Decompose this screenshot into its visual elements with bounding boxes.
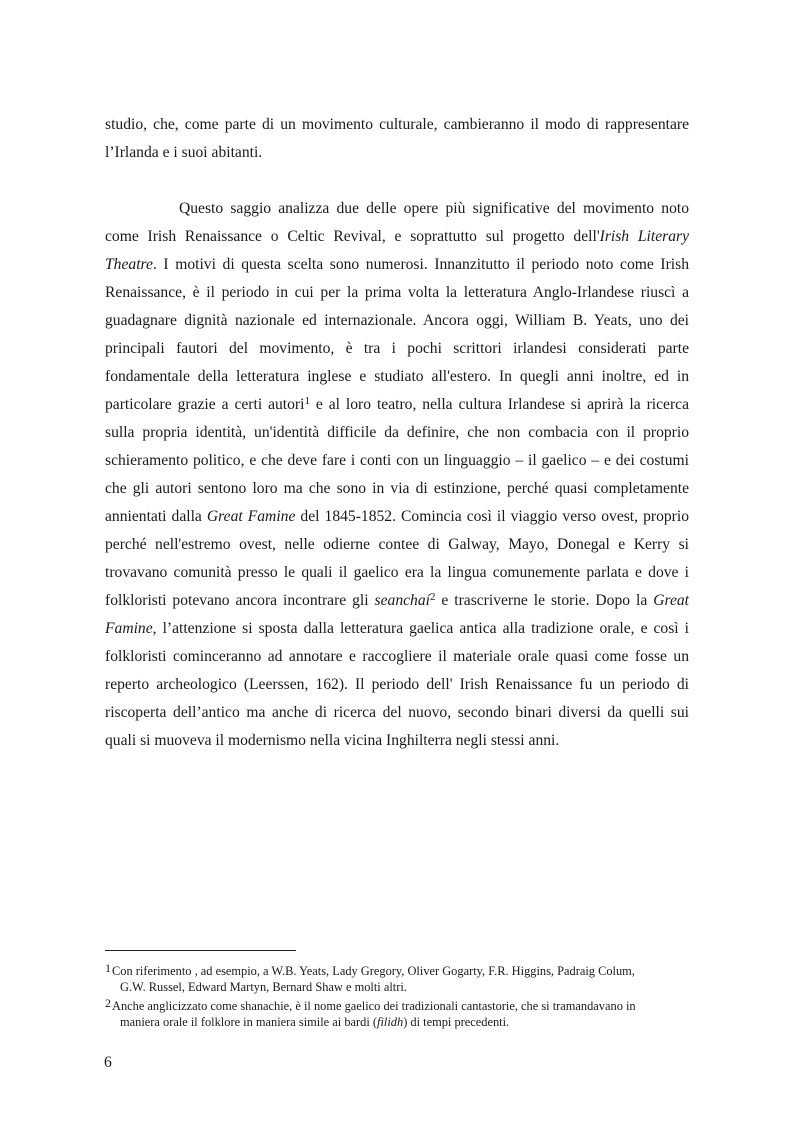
footnote-reference[interactable]: 1 bbox=[304, 395, 310, 407]
body-line: guadagnare dignità nazionale ed internazionale. Ancora oggi, William B. Yeats, uno dei bbox=[105, 312, 689, 329]
body-line: l’Irlanda e i suoi abitanti. bbox=[105, 144, 263, 161]
body-line bbox=[105, 227, 689, 247]
page-number: 6 bbox=[104, 1054, 112, 1071]
italic-term: Famine bbox=[105, 620, 153, 637]
body-line bbox=[105, 395, 689, 415]
italic-title: Irish Literary bbox=[599, 228, 689, 245]
text-span: e al loro teatro, nella cultura Irlandese si aprirà la ricerca bbox=[309, 396, 689, 413]
body-line bbox=[105, 255, 689, 275]
body-line: fondamentale della letteratura inglese e studiato all'estero. In quegli anni inoltre, ed in bbox=[105, 368, 689, 385]
footnote-mark: 2 bbox=[105, 996, 111, 1010]
body-line bbox=[105, 591, 689, 611]
body-line: folkloristi cominceranno ad annotare e raccogliere il materiale orale quasi come fosse un bbox=[105, 648, 689, 665]
body-line: quali si muoveva il modernismo nella vicina Inghilterra negli stessi anni. bbox=[105, 732, 560, 749]
text-span: , l’attenzione si sposta dalla letteratura gaelica antica alla tradizione orale, e così i bbox=[152, 620, 689, 637]
footnote-text: Anche anglicizzato come shanachie, è il nome gaelico dei tradizionali cantastorie, che si tramandavano in bbox=[112, 999, 636, 1013]
footnote-mark: 1 bbox=[105, 961, 111, 975]
body-line: perché nell'estremo ovest, nelle odierne contee di Galway, Mayo, Donegal e Kerry si bbox=[105, 536, 689, 553]
footnote-1 bbox=[105, 963, 635, 979]
italic-title: Theatre bbox=[105, 256, 153, 273]
body-line: riscoperta dell’antico ma anche di ricerca del nuovo, secondo binari diversi da quelli sui bbox=[105, 704, 689, 721]
body-line: reperto archeologico (Leerssen, 162). Il periodo dell' Irish Renaissance fu un periodo di bbox=[105, 676, 689, 693]
italic-term: Great Famine bbox=[206, 508, 296, 525]
body-line: principali fautori del movimento, è tra i pochi scrittori irlandesi considerati parte bbox=[105, 340, 689, 357]
body-line: schieramento politico, e che deve fare i conti con un linguaggio – il gaelico – e dei costumi bbox=[105, 452, 689, 469]
footnote-text: maniera orale il folklore in maniera simile ai bardi ( bbox=[120, 1015, 378, 1029]
footnote-1-continuation: G.W. Russel, Edward Martyn, Bernard Shaw e molti altri. bbox=[120, 980, 407, 994]
text-span: annientati dalla bbox=[105, 508, 207, 525]
footnote-divider bbox=[105, 950, 296, 951]
text-span: del 1845-1852. Comincia così il viaggio verso ovest, proprio bbox=[295, 508, 689, 525]
footnote-2-continuation bbox=[120, 1014, 509, 1030]
body-line: studio, che, come parte di un movimento culturale, cambieranno il modo di rappresentare bbox=[105, 116, 689, 133]
body-line: Renaissance, è il periodo in cui per la prima volta la letteratura Anglo-Irlandese riuscì a bbox=[105, 284, 689, 301]
footnote-2 bbox=[105, 998, 636, 1014]
footnote-text: Con riferimento , ad esempio, a W.B. Yeats, Lady Gregory, Oliver Gogarty, F.R. Higgins, Padraig Colum, bbox=[112, 964, 635, 978]
body-line: sulla propria identità, un'identità difficile da definire, che non combacia con il proprio bbox=[105, 424, 689, 441]
text-span: particolare grazie a certi autori bbox=[105, 396, 305, 413]
body-line: che gli autori sentono loro ma che sono in via di estinzione, perché quasi completamente bbox=[105, 480, 689, 497]
text-span: come Irish Renaissance o Celtic Revival, e soprattutto sul progetto dell' bbox=[105, 228, 600, 245]
text-span: . I motivi di questa scelta sono numerosi. Innanzitutto il periodo noto come Irish bbox=[152, 256, 689, 273]
footnote-text: ) di tempi precedenti. bbox=[403, 1015, 510, 1029]
text-span: folkloristi potevano ancora incontrare gli bbox=[105, 592, 375, 609]
paragraph-first-line: Questo saggio analizza due delle opere più significative del movimento noto bbox=[179, 200, 689, 217]
italic-term: seanchaí bbox=[374, 592, 430, 609]
body-line: trovavano comunità presso le quali il gaelico era la lingua comunemente parlata e dove i bbox=[105, 564, 689, 581]
body-line bbox=[105, 507, 689, 527]
body-line bbox=[105, 619, 689, 639]
italic-term: Great bbox=[653, 592, 689, 609]
italic-term: filidh bbox=[377, 1015, 404, 1029]
text-span: e trascriverne le storie. Dopo la bbox=[435, 592, 654, 609]
footnote-reference[interactable]: 2 bbox=[429, 591, 436, 603]
